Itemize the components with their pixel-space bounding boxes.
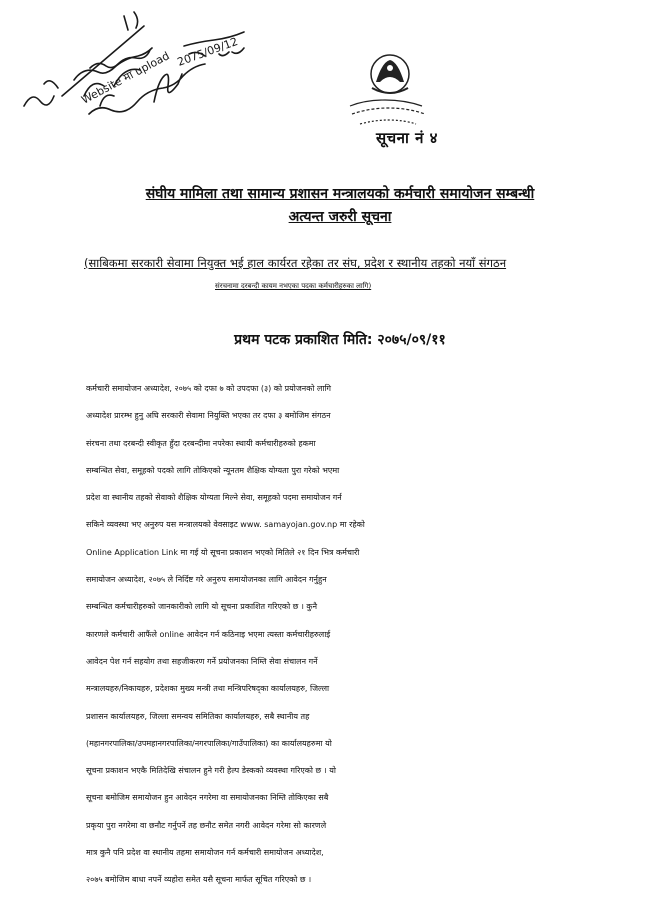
- emblem-lettering: [330, 135, 331, 136]
- body-line: प्रदेश वा स्थानीय तहको सेवाको शैक्षिक योग्यता मिल्ने सेवा, समूहको पदमा समायोजन गर्न: [86, 493, 342, 503]
- body-line: संरचना तथा दरबन्दी स्वीकृत हुँदा दरबन्दीमा नपरेका स्थायी कर्मचारीहरुको हकमा: [86, 438, 316, 448]
- svg-text:2075/09/12: 2075/09/12: [175, 34, 240, 69]
- body-line: अध्यादेश प्रारम्भ हुनु अघि सरकारी सेवामा नियुक्ति भएका तर दफा ३ बमोजिम संगठन: [86, 411, 331, 421]
- body-line: Online Application Link मा गई यो सूचना प्रकाशन भएको मितिले २१ दिन भित्र कर्मचारी: [86, 547, 360, 557]
- notice-title: संघीय मामिला तथा सामान्य प्रशासन मन्त्रालयको कर्मचारी समायोजन सम्बन्धी: [145, 186, 535, 202]
- body-line: २०७५ बमोजिम बाधा नपर्ने व्यहोरा समेत यसै सूचना मार्फत सूचित गरिएको छ ।: [86, 875, 312, 885]
- body-line: सूचना बमोजिम समायोजन हुन आवेदन नगरेमा वा समायोजनका निम्ति तोकिएका सबै: [86, 793, 329, 803]
- handwritten-note: [14, 116, 15, 117]
- body-line: कर्मचारी समायोजन अध्यादेश, २०७५ को दफा ७ को उपदफा (३) को प्रयोजनको लागि: [86, 384, 332, 393]
- government-emblem: [330, 50, 440, 135]
- emblem-lettering: [330, 135, 331, 136]
- handwritten-signature-icon: [14, 6, 264, 116]
- body-line: आवेदन पेश गर्न सहयोग तथा सहजीकरण गर्ने प्रयोजनका निम्ति सेवा संचालन गर्ने: [86, 656, 318, 666]
- body-line: मात्र कुनै पनि प्रदेश वा स्थानीय तहमा समायोजन गर्न कर्मचारी समायोजन अध्यादेश,: [86, 848, 324, 858]
- body-line: सकिने व्यवस्था भए अनुरुप यस मन्त्रालयको वेवसाइट www. samayojan.gov.np मा रहेको: [86, 520, 365, 530]
- body-line: कारणले कर्मचारी आफैंले online आवेदन गर्न कठिनाइ भएमा त्यस्ता कर्मचारीहरुलाई: [86, 629, 331, 639]
- notice-subtitle: (साबिकमा सरकारी सेवामा नियुक्त भई हाल कार्यरत रहेका तर संघ, प्रदेश र स्थानीय तहको नयाँ संगठन: [84, 256, 507, 270]
- notice-title-urgent: अत्यन्त जरुरी सूचना: [288, 209, 392, 225]
- handwritten-note: [14, 116, 15, 117]
- handwritten-note: [14, 116, 15, 117]
- government-of-nepal-emblem-icon: [330, 50, 440, 135]
- body-line: मन्त्रालयहरु/निकायहरु, प्रदेशका मुख्य मन्त्री तथा मन्त्रिपरिषद्का कार्यालयहरु, जिल्ला: [86, 684, 330, 694]
- notice-body: [86, 375, 664, 894]
- notice-subtitle: संरचनामा दरबन्दी कायम नभएका पदका कर्मचारीहरुका लागि): [215, 282, 372, 290]
- body-line: प्रशासन कार्यालयहरु, जिल्ला समन्वय समितिका कार्यालयहरु, सबै स्थानीय तह: [86, 711, 310, 721]
- notice-number: सूचना नं ४: [376, 129, 438, 147]
- svg-text:Website मा upload: Website मा upload: [79, 49, 172, 107]
- body-line: प्रकृया पुरा नगरेमा वा छनौट गर्नुपर्ने तह छनौट समेत नगरी आवेदन गरेमा सो कारणले: [86, 820, 327, 830]
- publication-date: प्रथम पटक प्रकाशित मिति: २०७५/०९/११: [234, 332, 446, 348]
- handwritten-endorsement: [14, 6, 264, 116]
- body-line: सम्बन्धित कर्मचारीहरुको जानकारीको लागि यो सूचना प्रकाशित गरिएको छ । कुनै: [86, 602, 318, 612]
- body-line: सम्बन्धित सेवा, समूहको पदको लागि तोकिएको न्यूनतम शैक्षिक योग्यता पुरा गरेको भएमा: [86, 465, 340, 475]
- emblem-lettering: [330, 135, 331, 136]
- body-line: समायोजन अध्यादेश, २०७५ ले निर्दिष्ट गरे अनुरुप समायोजनका लागि आवेदन गर्नुहुन: [86, 575, 327, 585]
- body-line: सूचना प्रकाशन भएकै मितिदेखि संचालन हुने गरी हेल्प डेस्कको व्यवस्था गरिएको छ । यो: [86, 766, 336, 776]
- body-line: (महानगरपालिका/उपमहानगरपालिका/नगरपालिका/गाउँपालिका) का कार्यालयहरुमा यो: [86, 738, 332, 748]
